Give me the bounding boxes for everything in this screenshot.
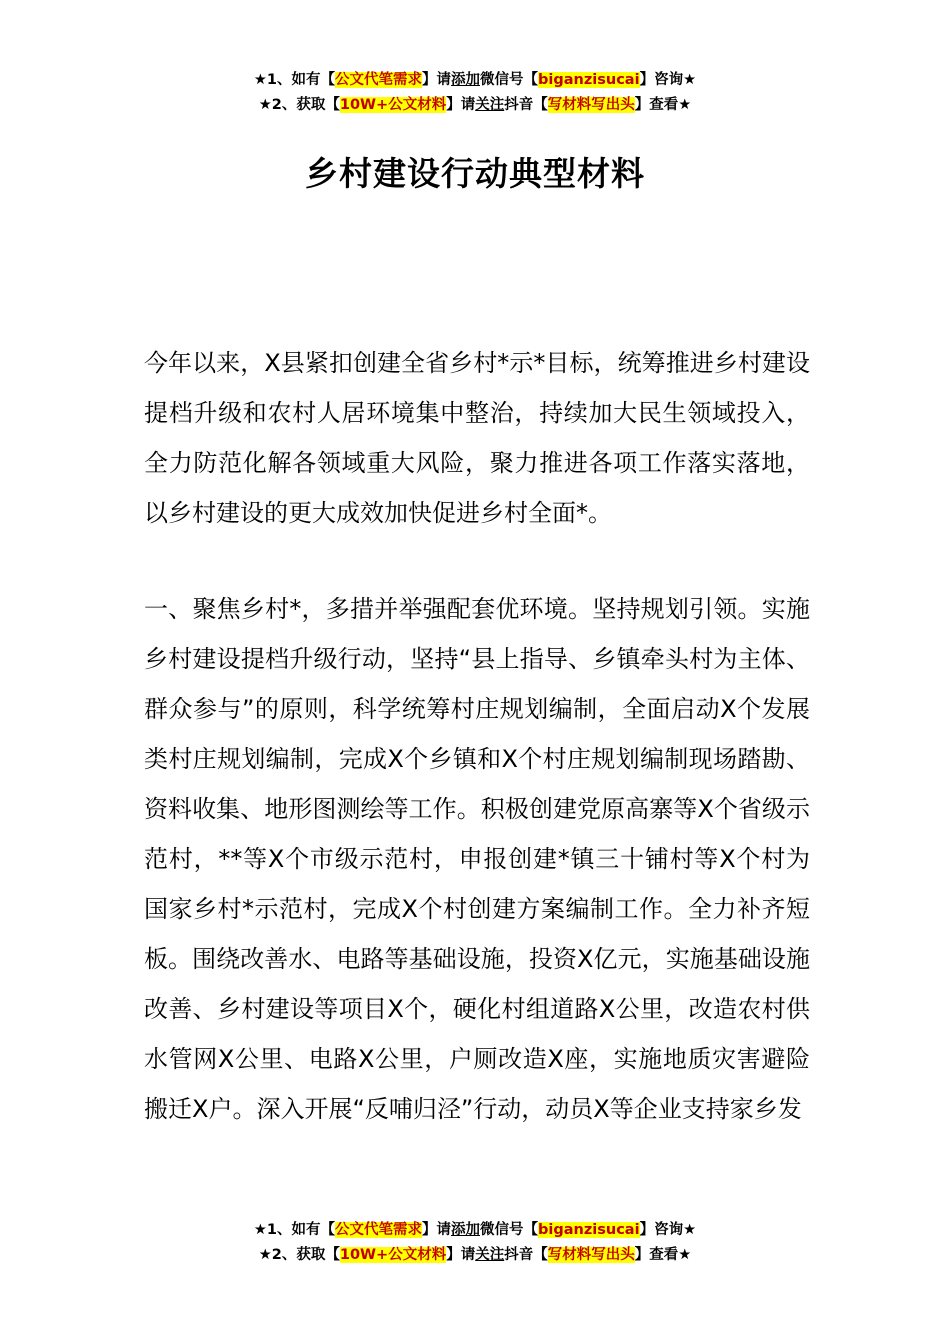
banner-line-1 [0, 68, 950, 93]
paragraph-intro: 今年以来，X县紧扣创建全省乡村*示*目标，统筹推进乡村建设提档升级和农村人居环境集中整治，持续加大民生领域投入，全力防范化解各领域重大风险，聚力推进各项工作落实落地，以乡村建设的更大成效加快促进乡村全面*。 [144, 349, 810, 527]
banner-text: 】查看★ [634, 97, 692, 113]
banner-emphasis: 添加 [451, 1222, 481, 1238]
banner-line-2 [0, 93, 950, 118]
paragraph-section-one: 一、聚焦乡村*，多措并举强配套优环境。坚持规划引领。实施乡村建设提档升级行动，坚持“县上指导、乡镇牵头村为主体、群众参与”的原则，科学统筹村庄规划编制，全面启动X个发展类村庄规划编制，完成X个乡镇和X个村庄规划编制现场踏勘、资料收集、地形图测绘等工作。积极创建党原高寨等X个省级示范村，**等X个市级示范村，申报创建*镇三十铺村等X个村为国家乡村*示范村，完成X个村创建方案编制工作。全力补齐短板。围绕改善水、电路等基础设施，投资X亿元，实施基础设施改善、乡村建设等项目X个，硬化村组道路X公里，改造农村供水管网X公里、电路X公里，户厕改造X座，实施地质灾害避险搬迁X户。深入开展“反哺归泾”行动，动员X等企业支持家乡发 [144, 595, 810, 1123]
banner-text: 】请 [446, 1247, 476, 1263]
banner-text: 抖音【 [504, 97, 548, 113]
banner-highlight-service: 公文代笔需求 [335, 1222, 423, 1238]
banner-text: 】请 [446, 97, 476, 113]
banner-highlight-douyin: 写材料写出头 [547, 1247, 635, 1263]
banner-text: 】查看★ [634, 1247, 692, 1263]
banner-highlight-douyin: 写材料写出头 [547, 97, 635, 113]
banner-highlight-materials: 10W+公文材料 [339, 97, 447, 113]
banner-text: ★1、如有【 [253, 72, 336, 88]
banner-text: 】请 [422, 1222, 452, 1238]
banner-line-2 [0, 1243, 950, 1268]
banner-highlight-materials: 10W+公文材料 [339, 1247, 447, 1263]
banner-text: ★2、获取【 [258, 97, 340, 113]
banner-text: 抖音【 [504, 1247, 548, 1263]
document-title: 乡村建设行动典型材料 [305, 154, 645, 193]
banner-text: 】请 [422, 72, 452, 88]
banner-emphasis: 关注 [475, 1247, 505, 1263]
banner-highlight-wechat: biganzisucai [538, 72, 640, 88]
banner-emphasis: 关注 [475, 97, 505, 113]
banner-line-1 [0, 1218, 950, 1243]
banner-emphasis: 添加 [451, 72, 481, 88]
banner-highlight-service: 公文代笔需求 [335, 72, 423, 88]
banner-highlight-wechat: biganzisucai [538, 1222, 640, 1238]
header-banner [0, 68, 950, 118]
banner-text: 微信号【 [480, 72, 539, 88]
banner-text: ★1、如有【 [253, 1222, 336, 1238]
banner-text: 】咨询★ [639, 72, 697, 88]
footer-banner [0, 1218, 950, 1268]
banner-text: ★2、获取【 [258, 1247, 340, 1263]
banner-text: 微信号【 [480, 1222, 539, 1238]
banner-text: 】咨询★ [639, 1222, 697, 1238]
